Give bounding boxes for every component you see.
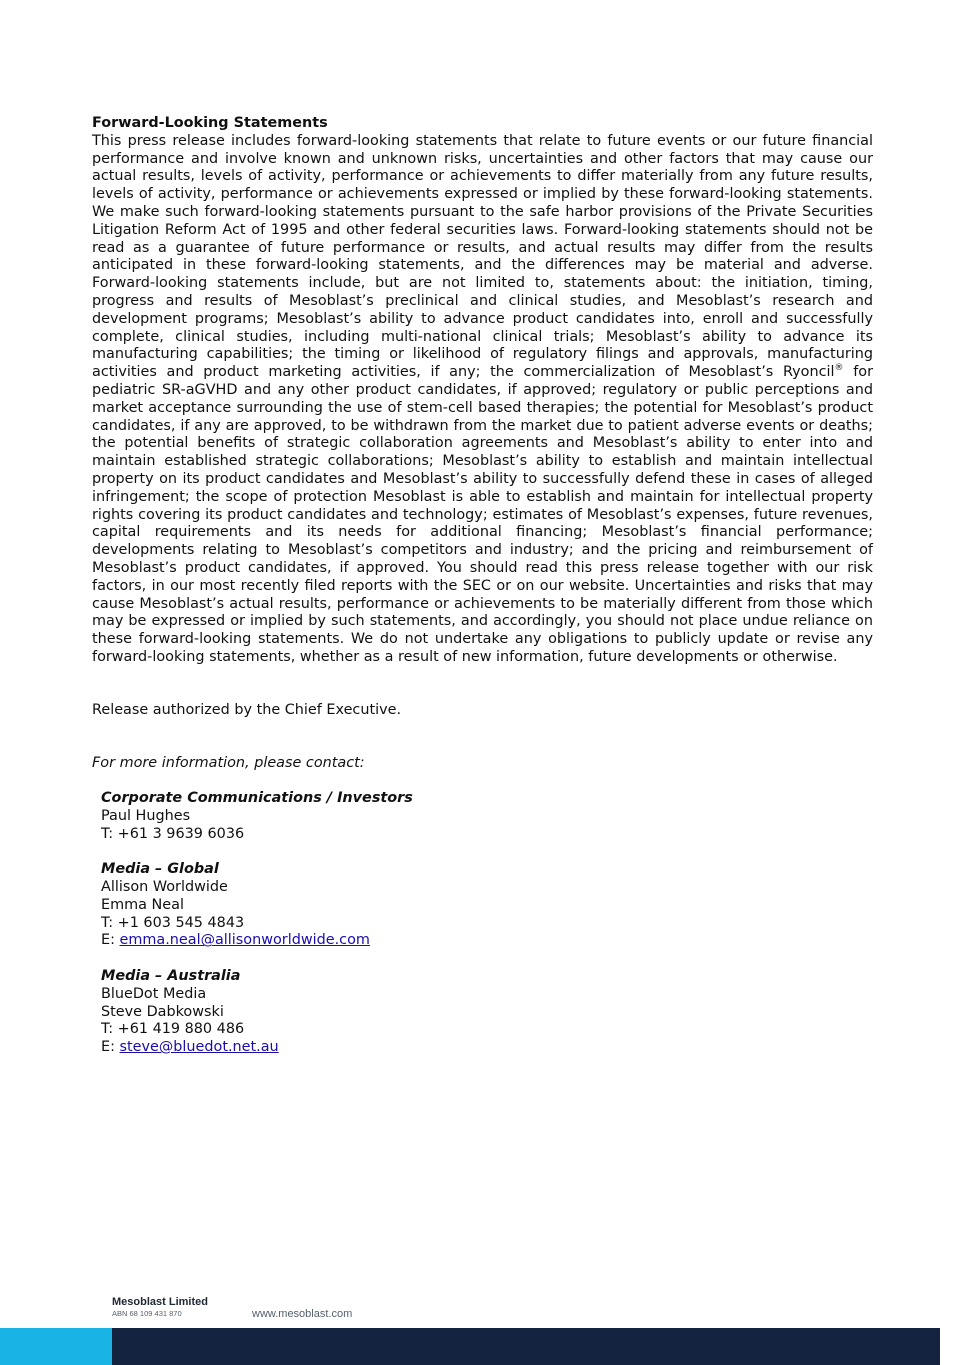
footer-website: www.mesoblast.com — [252, 1308, 353, 1320]
contact-corporate-name: Paul Hughes — [101, 807, 191, 824]
contact-corporate-phone: T: +61 3 9639 6036 — [101, 825, 245, 842]
contact-media-global-title: Media – Global — [101, 861, 219, 878]
contact-corporate-title: Corporate Communications / Investors — [101, 790, 413, 807]
email-prefix: E: — [101, 1039, 120, 1056]
media-global-email-link[interactable]: emma.neal@allisonworldwide.com — [119, 932, 370, 949]
footer-navy-bar — [112, 1328, 940, 1365]
contact-media-global-name: Emma Neal — [101, 896, 184, 913]
release-authorized: Release authorized by the Chief Executive. — [92, 701, 402, 718]
contact-media-australia-name: Steve Dabkowski — [101, 1003, 224, 1020]
forward-looking-heading: Forward-Looking Statements — [92, 115, 328, 131]
contact-media-australia-email-line — [101, 1039, 873, 1057]
footer-abn: ABN 68 109 431 870 — [112, 1309, 182, 1318]
contact-corporate — [101, 790, 873, 843]
contact-media-australia-title: Media – Australia — [101, 968, 241, 985]
contact-intro: For more information, please contact: — [92, 754, 365, 771]
footer-company-name: Mesoblast Limited — [112, 1296, 208, 1308]
contact-media-australia-company: BlueDot Media — [101, 985, 207, 1002]
registered-mark: ® — [834, 363, 844, 374]
contact-media-global-email-line — [101, 932, 873, 950]
footer-accent-bar — [0, 1328, 112, 1365]
contact-media-australia-phone: T: +61 419 880 486 — [101, 1021, 245, 1038]
contact-media-global-phone: T: +1 603 545 4843 — [101, 914, 245, 931]
fls-text-part-1: This press release includes forward-looking statements that relate to future events or our future financial performance and involve known and unknown risks, uncertainties and other factors that may cause our actual results, levels of activity, performance or achievements to differ materially from any future results, levels of activity, performance or achievements expressed or implied by these forward-looking statements. We make such forward-looking statements pursuant to the safe harbor provisions of the Private Securities Litigation Reform Act of 1995 and other federal securities laws. Forward-looking statements should not be read as a guarantee of future performance or results, and actual results may differ from the results anticipated in these forward-looking statements, and the differences may be material and adverse. Forward-looking statements include, but are not limited to, statements about: the initiation, timing, progress and results of Mesoblast’s preclinical and clinical studies, and Mesoblast’s research and development programs; Mesoblast’s ability to advance product candidates into, enroll and successfully complete, clinical studies, including multi-national clinical trials; Mesoblast’s ability to advance its manufacturing capabilities; the timing or likelihood of regulatory filings and approvals, manufacturing activities and product marketing activities, if any; the commercialization of Mesoblast’s Ryoncil — [92, 132, 873, 381]
press-release-body — [92, 115, 873, 1057]
email-prefix: E: — [101, 932, 120, 949]
contact-media-australia — [101, 968, 873, 1057]
forward-looking-paragraph — [92, 133, 873, 667]
fls-text-part-2: for pediatric SR-aGVHD and any other product candidates, if approved; regulatory or public perceptions and market acceptance surrounding the use of stem-cell based therapies; the potential for Mesoblast’s product candidates, if any are approved, to be withdrawn from the market due to patient adverse events or deaths; the potential benefits of strategic collaboration agreements and Mesoblast’s ability to enter into and maintain established strategic collaborations; Mesoblast’s ability to establish and maintain intellectual property on its product candidates and Mesoblast’s ability to successfully defend these in cases of alleged infringement; the scope of protection Mesoblast is able to establish and maintain for intellectual property rights covering its product candidates and technology; estimates of Mesoblast’s expenses, future revenues, capital requirements and its needs for additional financing; Mesoblast’s financial performance; developments relating to Mesoblast’s competitors and industry; and the pricing and reimbursement of Mesoblast’s product candidates, if approved. You should read this press release together with our risk factors, in our most recently filed reports with the SEC or on our website. Uncertainties and risks that may cause Mesoblast’s actual results, performance or achievements to be materially different from those which may be expressed or implied by such statements, and accordingly, you should not place undue reliance on these forward-looking statements. We do not undertake any obligations to publicly update or revise any forward-looking statements, whether as a result of new information, future developments or otherwise. — [92, 364, 873, 665]
contact-media-global-company: Allison Worldwide — [101, 879, 228, 896]
footer-company-block — [112, 1296, 208, 1318]
media-australia-email-link[interactable]: steve@bluedot.net.au — [119, 1039, 279, 1056]
contact-media-global — [101, 861, 873, 950]
